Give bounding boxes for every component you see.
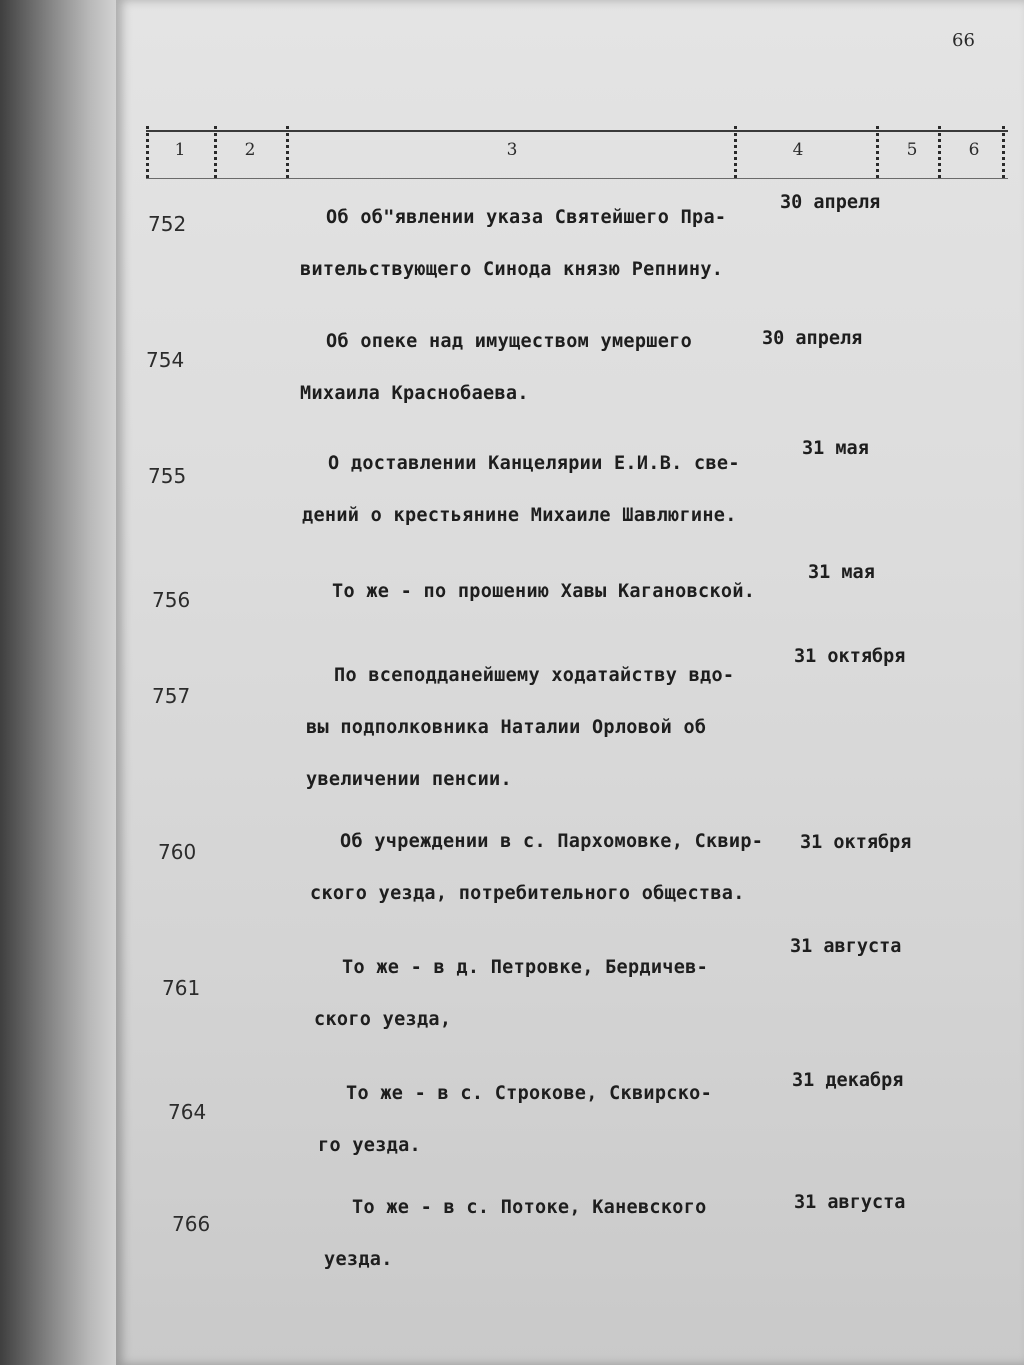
column-header-3: 3 bbox=[506, 140, 518, 160]
book-spine-shadow bbox=[0, 0, 120, 1365]
entry-date: 31 августа bbox=[794, 1192, 906, 1213]
column-separator bbox=[1002, 126, 1005, 178]
entry-number: 755 bbox=[148, 464, 187, 488]
entry-number: 760 bbox=[158, 840, 197, 864]
column-separator bbox=[734, 126, 737, 178]
description-line: Об об"явлении указа Святейшего Пра- bbox=[326, 207, 727, 228]
column-separator bbox=[286, 126, 289, 178]
entry-date: 31 августа bbox=[790, 936, 902, 957]
description-line: То же - в с. Строкове, Сквирско- bbox=[346, 1083, 713, 1104]
entry-date: 31 мая bbox=[802, 438, 869, 459]
description-line: То же - по прошению Хавы Кагановской. bbox=[332, 581, 756, 602]
entry-number: 757 bbox=[152, 684, 191, 708]
entry-number: 754 bbox=[146, 348, 185, 372]
description-line: Об учреждении в с. Пархомовке, Сквир- bbox=[340, 831, 764, 852]
entry-description bbox=[324, 1182, 707, 1286]
page-number: 66 bbox=[952, 30, 975, 51]
table-header-row bbox=[146, 130, 1008, 179]
description-line: ского уезда, потребительного общества. bbox=[310, 883, 745, 904]
entry-number: 756 bbox=[152, 588, 191, 612]
column-header-2: 2 bbox=[244, 140, 256, 160]
column-header-5: 5 bbox=[906, 140, 918, 160]
column-header-4: 4 bbox=[792, 140, 804, 160]
entry-description bbox=[306, 650, 734, 806]
column-header-1: 1 bbox=[174, 140, 186, 160]
description-line: О доставлении Канцелярии Е.И.В. све- bbox=[328, 453, 740, 474]
description-line: вительствующего Синода князю Репнину. bbox=[300, 259, 724, 280]
entry-number: 752 bbox=[148, 212, 187, 236]
entry-description bbox=[310, 816, 763, 920]
description-line: уезда. bbox=[324, 1249, 393, 1270]
description-line: Михаила Краснобаева. bbox=[300, 383, 529, 404]
entry-description bbox=[300, 316, 692, 420]
entry-description bbox=[300, 192, 726, 296]
description-line: Об опеке над имуществом умершего bbox=[326, 331, 693, 352]
entry-date: 31 октября bbox=[800, 832, 912, 853]
entry-number: 766 bbox=[172, 1212, 211, 1236]
description-line: По всеподданейшему ходатайству вдо- bbox=[334, 665, 735, 686]
description-line: То же - в с. Потоке, Каневского bbox=[352, 1197, 707, 1218]
entry-date: 30 апреля bbox=[780, 192, 881, 213]
description-line: вы подполковника Наталии Орловой об bbox=[306, 717, 707, 738]
entry-description bbox=[314, 942, 708, 1046]
entry-date: 31 мая bbox=[808, 562, 875, 583]
description-line: ского уезда, bbox=[314, 1009, 452, 1030]
entry-number: 761 bbox=[162, 976, 201, 1000]
entry-date: 30 апреля bbox=[762, 328, 863, 349]
entry-number: 764 bbox=[168, 1100, 207, 1124]
entry-date: 31 октября bbox=[794, 646, 906, 667]
description-line: дений о крестьянине Михаиле Шавлюгине. bbox=[302, 505, 737, 526]
entry-date: 31 декабря bbox=[792, 1070, 904, 1091]
column-separator bbox=[214, 126, 217, 178]
column-separator bbox=[876, 126, 879, 178]
entry-description bbox=[302, 438, 740, 542]
column-header-6: 6 bbox=[968, 140, 980, 160]
column-separator bbox=[146, 126, 149, 178]
column-separator bbox=[938, 126, 941, 178]
description-line: увеличении пенсии. bbox=[306, 769, 512, 790]
entry-description bbox=[332, 566, 755, 618]
entry-description bbox=[318, 1068, 712, 1172]
description-line: То же - в д. Петровке, Бердичев- bbox=[342, 957, 709, 978]
description-line: го уезда. bbox=[318, 1135, 421, 1156]
